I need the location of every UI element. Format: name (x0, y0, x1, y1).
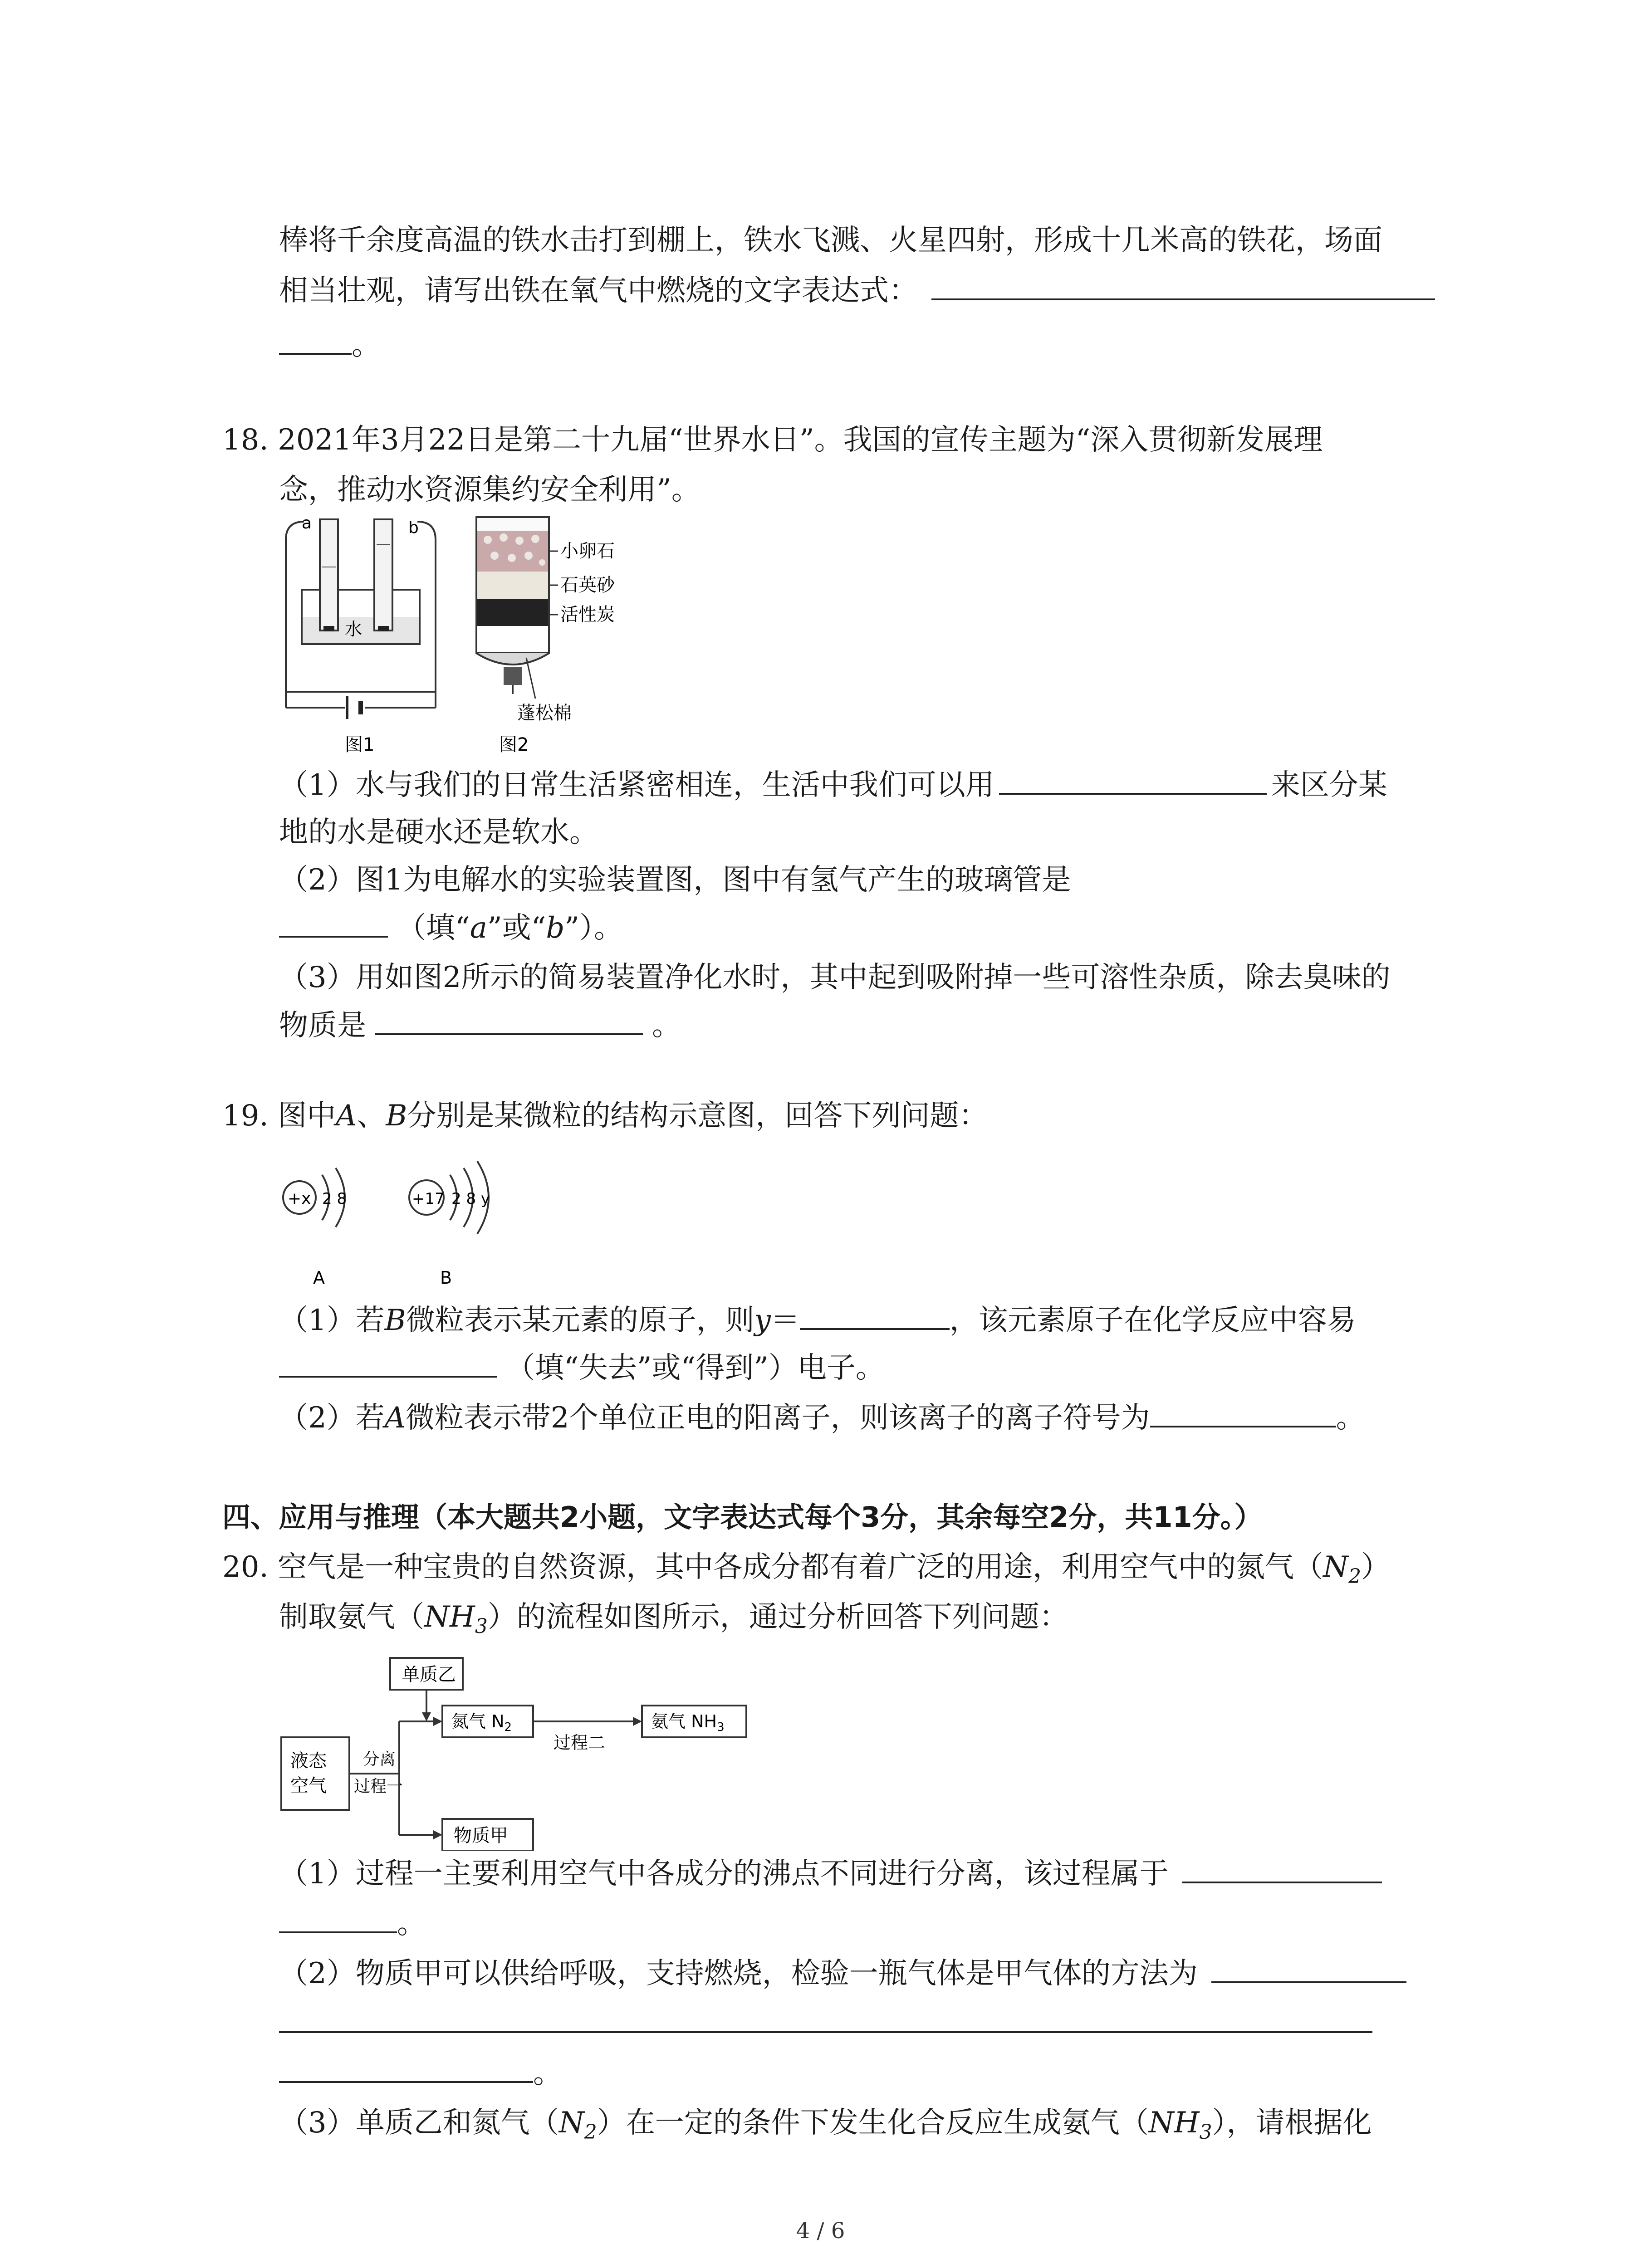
ammonia-label: 氨气 $NH_3$ (651, 1711, 725, 1734)
formula-nh3: NH (1148, 2106, 1200, 2140)
q18-p2-text: （填“ (397, 911, 470, 945)
answer-blank[interactable] (279, 909, 388, 938)
q18-p2: （2）图1为电解水的实验装置图，图中有氢气产生的玻璃管是 (279, 863, 1071, 897)
filter-nozzle (504, 667, 522, 685)
q20-text-d: ）的流程如图所示，通过分析回答下列问题： (487, 1600, 1068, 1634)
var-a: a (470, 911, 487, 945)
electrolysis-figure (277, 513, 467, 758)
q19-p2 (279, 1399, 1365, 1436)
q18-p1 (279, 767, 1387, 803)
box-liquid-air (281, 1737, 349, 1810)
q20-p3-text-c: ），请根据化 (1212, 2106, 1372, 2140)
q20-p2-text: （2）物质甲可以供给呼吸，支持燃烧，检验一瓶气体是甲气体的方法为 (279, 1957, 1198, 1990)
process-two-label: 过程二 (554, 1733, 606, 1753)
q20-p3-text-b: ）在一定的条件下发生化合反应生成氨气（ (597, 2106, 1149, 2140)
diagram-b (409, 1161, 490, 1288)
q20-text-end: ） (1361, 1550, 1391, 1584)
q20-p2 (279, 1955, 1406, 1992)
var-y: y (754, 1304, 771, 1337)
q18-p3: （3）用如图2所示的简易装置净化水时，其中起到吸附掉一些可溶性杂质，除去臭味的 (279, 961, 1391, 994)
var-A: A (336, 1099, 357, 1133)
q20-number: 20. (222, 1550, 269, 1584)
q18-p3-text: 物质是 (279, 1009, 366, 1042)
q19-sep: 、 (357, 1099, 386, 1133)
answer-blank[interactable] (999, 767, 1267, 795)
subscript: 3 (475, 1614, 488, 1638)
q17-line1: 棒将千余度高温的铁水击打到棚上，铁水飞溅、火星四射，形成十几米高的铁花，场面 (279, 224, 1382, 257)
process-one-label: 过程一 (354, 1777, 403, 1796)
q18-line1 (222, 422, 1323, 458)
answer-blank[interactable] (279, 1905, 397, 1933)
q19-p1 (279, 1302, 1356, 1339)
answer-blank[interactable] (1211, 1955, 1406, 1983)
shells-b-label: 2 8 y (451, 1190, 490, 1208)
q20-p1 (279, 1855, 1382, 1892)
q18-number: 18. (222, 423, 269, 457)
fig2-caption: 图2 (499, 734, 529, 755)
nitrogen-label: 氮气 $N_2$ (451, 1711, 512, 1734)
var-b: b (546, 911, 565, 945)
var-B: B (386, 1099, 407, 1133)
diagram-a (283, 1168, 347, 1288)
tube-b-label: b (408, 518, 419, 537)
q19-text-a: 图中 (278, 1099, 336, 1133)
q19-p2-text-b: 微粒表示带2个单位正电的阳离子，则该离子的离子符号为 (405, 1401, 1150, 1435)
answer-blank[interactable] (931, 272, 1435, 300)
q20-p3-text-a: （3）单质乙和氮气（ (279, 2106, 559, 2140)
q18-p2-mid: ”或“ (487, 911, 546, 945)
substance-a-label: 物质甲 (454, 1825, 508, 1846)
q19-p1-text-b: 微粒表示某元素的原子，则 (406, 1304, 754, 1337)
quartz-sand-layer (477, 572, 548, 599)
liquid-air-label-1: 液态 (290, 1750, 327, 1771)
figure-container-outline (286, 540, 436, 692)
answer-blank[interactable] (279, 1349, 497, 1378)
q20-p2-end: 。 (533, 2057, 562, 2090)
box-element-b-label: 单质乙 (402, 1664, 456, 1685)
activated-carbon-layer (477, 599, 548, 626)
q18-p1-tail: 来区分某 (1271, 768, 1387, 802)
q19-line1 (222, 1098, 988, 1134)
answer-blank[interactable] (800, 1302, 950, 1330)
formula-n2: N (1323, 1550, 1349, 1584)
q19-p1d (279, 1349, 885, 1386)
tube-a (320, 519, 338, 631)
q18-p1c: 地的水是硬水还是软水。 (279, 816, 598, 849)
q19-text-b: 分别是某微粒的结构示意图，回答下列问题： (407, 1099, 988, 1133)
q20-line2 (279, 1599, 1068, 1645)
q18-p3b (279, 1007, 681, 1044)
q20-p2-line3 (279, 2055, 562, 2092)
q17-end: 。 (352, 328, 381, 362)
answer-blank[interactable] (1150, 1399, 1336, 1427)
shells-a-label: 2 8 (322, 1190, 347, 1208)
q20-p2-line2 (279, 2005, 1372, 2042)
q20-p1-line2 (279, 1905, 426, 1942)
section-4-heading: 四、应用与推理（本大题共2小题，文字表达式每个3分，其余每空2分，共11分。） (222, 1501, 1263, 1534)
q20-p1-text: （1）过程一主要利用空气中各成分的沸点不同进行分离，该过程属于 (279, 1857, 1169, 1891)
fig2-label-cotton: 蓬松棉 (517, 703, 572, 723)
page-number: 4 / 6 (796, 2218, 845, 2244)
subscript: 2 (1348, 1564, 1362, 1588)
q17-line3 (279, 327, 381, 363)
q20-p3 (279, 2105, 1372, 2151)
separation-label: 分离 (363, 1750, 396, 1769)
formula-n2: N (558, 2106, 584, 2140)
caption-b: B (440, 1268, 452, 1288)
answer-blank[interactable] (1182, 1855, 1382, 1883)
q20-p1-end: 。 (397, 1907, 426, 1941)
q20-text-c: 制取氨气（ (279, 1600, 424, 1634)
liquid-air-label-2: 空气 (290, 1775, 327, 1796)
q19-p1-text-c: ，该元素原子在化学反应中容易 (949, 1304, 1356, 1337)
var-B: B (384, 1304, 406, 1337)
ammonia-flow-diagram (272, 1656, 817, 1851)
q18-p2b (279, 909, 623, 946)
fig2-label-pebbles: 小卵石 (560, 541, 615, 562)
tube-b (374, 519, 392, 631)
equals-sign: ＝ (770, 1304, 800, 1337)
fig1-caption: 图1 (345, 734, 375, 755)
q19-p1-text-d: （填“失去”或“得到”）电子。 (506, 1351, 885, 1385)
water-label: 水 (345, 619, 362, 639)
caption-a: A (313, 1268, 325, 1288)
answer-blank[interactable] (279, 327, 352, 355)
q18-p2-end: ”）。 (564, 911, 623, 945)
answer-blank[interactable] (279, 2005, 1372, 2033)
q19-p1-text-a: （1）若 (279, 1304, 385, 1337)
q19-p2-text-a: （2）若 (279, 1401, 385, 1435)
answer-blank[interactable] (375, 1007, 643, 1035)
particle-structure-diagrams (272, 1161, 544, 1293)
q20-line1 (222, 1549, 1390, 1595)
water-filter-figure (472, 513, 653, 758)
subscript: 3 (1199, 2120, 1212, 2144)
var-A: A (384, 1401, 406, 1435)
q18-text: 2021年3月22日是第二十九届“世界水日”。我国的宣传主题为“深入贯彻新发展理 (278, 423, 1323, 457)
fig2-label-sand: 石英砂 (560, 575, 615, 596)
q17-line2-text: 相当壮观，请写出铁在氧气中燃烧的文字表达式： (279, 274, 918, 308)
fig2-label-carbon: 活性炭 (560, 604, 615, 625)
answer-blank[interactable] (279, 2055, 533, 2083)
formula-nh3: NH (424, 1600, 475, 1634)
q17-line2 (279, 272, 1435, 309)
nucleus-b-label: +17 (412, 1190, 445, 1208)
q19-p2-end: 。 (1336, 1401, 1365, 1435)
q18-line2: 念，推动水资源集约安全利用”。 (279, 473, 700, 507)
subscript: 2 (584, 2120, 597, 2144)
q19-number: 19. (222, 1099, 269, 1133)
nucleus-a-label: +x (288, 1189, 311, 1208)
q18-p1-text: （1）水与我们的日常生活紧密相连，生活中我们可以用 (279, 768, 994, 802)
q20-text-a: 空气是一种宝贵的自然资源，其中各成分都有着广泛的用途，利用空气中的氮气（ (278, 1550, 1323, 1584)
tube-a-label: a (302, 514, 312, 533)
cotton-layer (477, 626, 548, 651)
q18-p3-end: 。 (652, 1009, 681, 1042)
